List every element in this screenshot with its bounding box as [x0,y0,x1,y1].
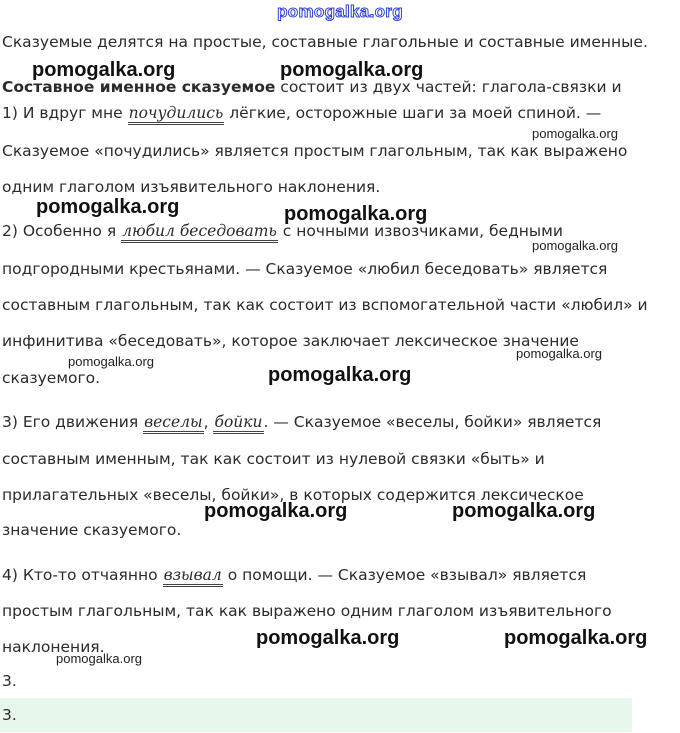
intro-line: Сказуемые делятся на простые, составные глагольные и составные именные. [2,33,648,51]
item-2-sentence: 2) Особенно я любил беседовать с ночными извозчиками, бедными [2,222,563,240]
watermark: pomogalka.org [56,651,142,666]
item-3-explanation-cont: прилагательных «веселы, бойки», в которых содержится лексическое [2,486,584,504]
next-task-number: 3. [2,672,17,690]
item-4-sentence: 4) Кто-то отчаянно взывал о помощи. — Сказуемое «взывал» является [2,566,586,584]
predicate-highlight: взывал [163,566,223,587]
predicate-highlight: веселы [143,413,204,434]
answer-label: 3. [2,706,17,724]
item-2-explanation-cont: сказуемого. [2,369,101,387]
watermark: pomogalka.org [516,346,602,361]
watermark: pomogalka.org [68,354,154,369]
watermark: pomogalka.org [280,59,424,81]
watermark: pomogalka.org [204,500,348,522]
item-4-explanation-cont: наклонения. [2,638,105,656]
item-3-explanation: составным именным, так как состоит из нулевой связки «быть» и [2,450,545,468]
item-1-sentence: 1) И вдруг мне почудились лёгкие, осторожные шаги за моей спиной. — [2,104,601,122]
item-3-sentence: 3) Его движения веселы, бойки. — Сказуемое «веселы, бойки» является [2,413,601,431]
watermark: pomogalka.org [504,627,648,649]
watermark: pomogalka.org [256,627,400,649]
term-bold: Составное именное сказуемое [2,78,276,96]
item-2-explanation: подгородными крестьянами. — Сказуемое «любил беседовать» является [2,260,608,278]
watermark: pomogalka.org [532,126,618,141]
watermark: pomogalka.org [532,238,618,253]
predicate-highlight: почудились [128,104,225,125]
watermark: pomogalka.org [36,196,180,218]
watermark: pomogalka.org [32,59,176,81]
predicate-highlight: бойки [213,413,263,434]
predicate-highlight: любил беседовать [121,222,278,243]
item-1-explanation-cont: одним глаголом изъявительного наклонения. [2,178,381,196]
watermark: pomogalka.org [452,500,596,522]
answer-bar[interactable] [0,698,632,732]
definition-text: состоит из двух частей: глагола-связки и [275,78,622,96]
item-2-explanation-cont: составным глагольным, так как состоит из вспомогательной части «любил» и [2,296,648,314]
watermark: pomogalka.org [268,364,412,386]
watermark: pomogalka.org [284,203,428,225]
item-1-explanation: Сказуемое «почудились» является простым глагольным, так как выражено [2,142,628,160]
site-header-logo[interactable]: pomogalka.org [277,2,403,21]
item-3-explanation-cont: значение сказуемого. [2,521,182,539]
item-2-explanation-cont: инфинитива «беседовать», которое заключает лексическое значение [2,332,579,350]
item-4-explanation: простым глагольным, так как выражено одним глаголом изъявительного [2,602,612,620]
